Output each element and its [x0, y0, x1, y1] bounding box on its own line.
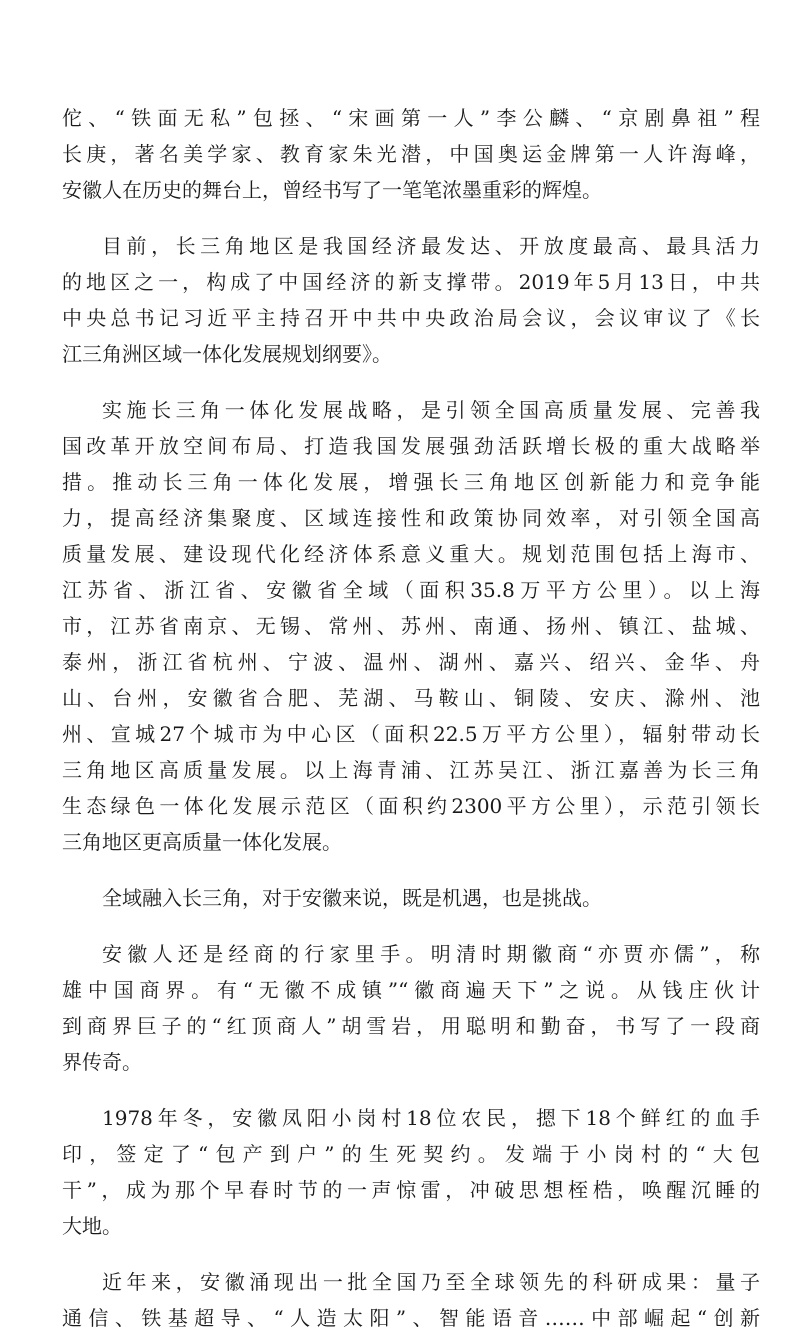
text-line: 到商界巨子的“红顶商人”胡雪岩，用聪明和勤奋，书写了一段商	[62, 1014, 760, 1038]
text-line: 质量发展、建设现代化经济体系意义重大。规划范围包括上海市、	[62, 542, 760, 566]
text-line: 市，江苏省南京、无锡、常州、苏州、南通、扬州、镇江、盐城、	[62, 614, 760, 638]
text-line: 三角地区高质量发展。以上海青浦、江苏吴江、浙江嘉善为长三角	[62, 758, 760, 782]
text-line: 雄中国商界。有“无徽不成镇”“徽商遍天下”之说。从钱庄伙计	[62, 978, 760, 1002]
text-line: 实施长三角一体化发展战略，是引领全国高质量发展、完善我	[102, 398, 760, 422]
text-line: 措。推动长三角一体化发展，增强长三角地区创新能力和竞争能	[62, 470, 760, 494]
text-line: 力，提高经济集聚度、区域连接性和政策协同效率，对引领全国高	[62, 506, 760, 530]
text-line: 目前，长三角地区是我国经济最发达、开放度最高、最具活力	[102, 234, 760, 258]
text-line: 泰州，浙江省杭州、宁波、温州、湖州、嘉兴、绍兴、金华、舟	[62, 650, 760, 674]
text-line: 国改革开放空间布局、打造我国发展强劲活跃增长极的重大战略举	[62, 434, 760, 458]
text-line: 印，签定了“包产到户”的生死契约。发端于小岗村的“大包	[62, 1142, 760, 1166]
text-line: 通信、铁基超导、“人造太阳”、智能语音……中部崛起“创新	[62, 1306, 760, 1330]
text-line: 州、宣城27个城市为中心区（面积22.5万平方公里），辐射带动长	[62, 722, 760, 746]
text-line: 长庚，著名美学家、教育家朱光潜，中国奥运金牌第一人许海峰，	[62, 142, 760, 166]
text-line: 全域融入长三角，对于安徽来说，既是机遇，也是挑战。	[102, 886, 602, 910]
text-line: 界传奇。	[62, 1050, 142, 1074]
text-line: 三角地区更高质量一体化发展。	[62, 830, 342, 854]
text-line: 安徽人还是经商的行家里手。明清时期徽商“亦贾亦儒”，称	[102, 942, 760, 966]
text-line: 中央总书记习近平主持召开中共中央政治局会议，会议审议了《长	[62, 306, 760, 330]
text-line: 佗、“铁面无私”包拯、“宋画第一人”李公麟、“京剧鼻祖”程	[62, 106, 760, 130]
text-line: 1978年冬，安徽凤阳小岗村18位农民，摁下18个鲜红的血手	[102, 1106, 760, 1130]
text-line: 干”，成为那个早春时节的一声惊雷，冲破思想桎梏，唤醒沉睡的	[62, 1178, 760, 1202]
text-line: 安徽人在历史的舞台上，曾经书写了一笔笔浓墨重彩的辉煌。	[62, 178, 602, 202]
text-line: 山、台州，安徽省合肥、芜湖、马鞍山、铜陵、安庆、滁州、池	[62, 686, 760, 710]
text-line: 大地。	[62, 1214, 122, 1238]
text-line: 江三角洲区域一体化发展规划纲要》。	[62, 342, 392, 366]
text-line: 江苏省、浙江省、安徽省全域（面积35.8万平方公里）。以上海	[62, 578, 760, 602]
text-line: 的地区之一，构成了中国经济的新支撑带。2019年5月13日，中共	[62, 270, 760, 294]
text-line: 生态绿色一体化发展示范区（面积约2300平方公里），示范引领长	[62, 794, 760, 818]
text-line: 近年来，安徽涌现出一批全国乃至全球领先的科研成果：量子	[102, 1270, 760, 1294]
